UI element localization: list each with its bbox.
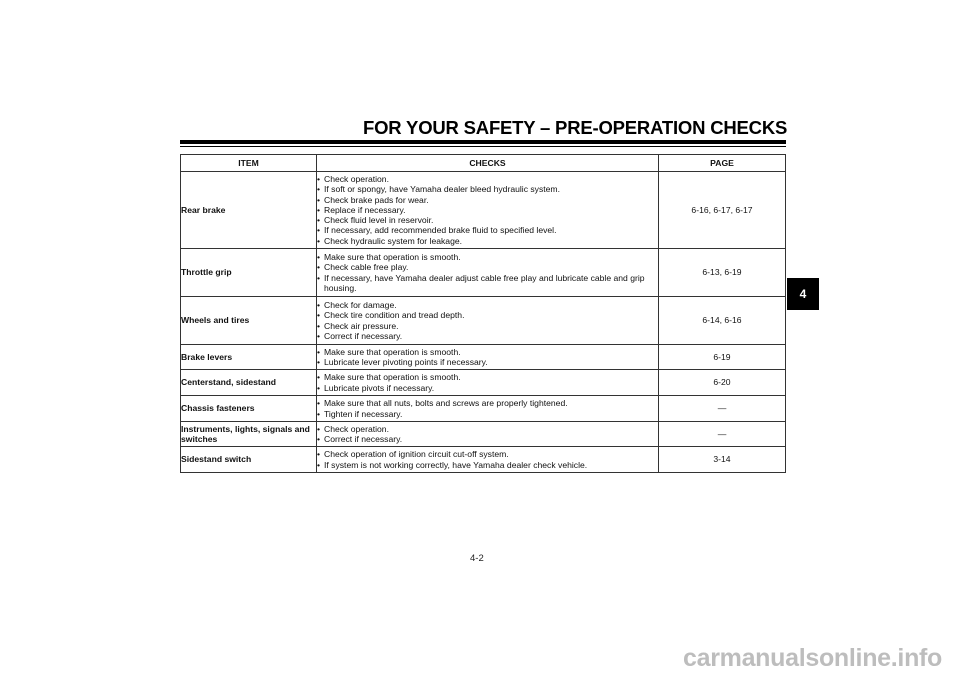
row-item: Throttle grip [181, 249, 317, 297]
check-item: • Make sure that operation is smooth. [317, 252, 658, 262]
row-item: Chassis fasteners [181, 396, 317, 422]
checks-list [317, 424, 658, 445]
row-checks [317, 172, 659, 249]
checks-list [317, 252, 658, 293]
table-header-row [181, 155, 786, 172]
checks-list [317, 449, 658, 470]
row-page: 6-14, 6-16 [659, 297, 786, 345]
check-item: • Check hydraulic system for leakage. [317, 236, 658, 246]
table-row [181, 345, 786, 370]
row-page: 6-13, 6-19 [659, 249, 786, 297]
chapter-tab [787, 278, 819, 310]
check-item: • Check fluid level in reservoir. [317, 215, 658, 225]
row-checks [317, 345, 659, 370]
table-row [181, 249, 786, 297]
row-page: 6-16, 6-17, 6-17 [659, 172, 786, 249]
column-header-checks: CHECKS [317, 155, 659, 172]
row-item: Brake levers [181, 345, 317, 370]
row-item: Centerstand, sidestand [181, 370, 317, 396]
page-number: 4-2 [470, 553, 484, 564]
row-item: Sidestand switch [181, 447, 317, 473]
row-checks [317, 249, 659, 297]
checks-list [317, 174, 658, 246]
row-page: — [659, 422, 786, 447]
row-page: 6-19 [659, 345, 786, 370]
check-item: • Check cable free play. [317, 262, 658, 272]
check-item: • If necessary, have Yamaha dealer adjust cable free play and lubricate cable and grip housing. [317, 273, 658, 294]
table-row [181, 396, 786, 422]
row-page: — [659, 396, 786, 422]
table-row [181, 370, 786, 396]
check-item: • If necessary, add recommended brake fluid to specified level. [317, 225, 658, 235]
row-checks [317, 422, 659, 447]
row-checks [317, 370, 659, 396]
check-item: • If soft or spongy, have Yamaha dealer bleed hydraulic system. [317, 184, 658, 194]
check-item: • Check operation of ignition circuit cut-off system. [317, 449, 658, 459]
row-item: Rear brake [181, 172, 317, 249]
check-item: • Correct if necessary. [317, 434, 658, 444]
chapter-tab-label: 4 [799, 287, 807, 301]
checks-list [317, 300, 658, 341]
check-item: • Correct if necessary. [317, 331, 658, 341]
column-header-page: PAGE [659, 155, 786, 172]
table-row [181, 172, 786, 249]
table-row [181, 447, 786, 473]
row-item: Wheels and tires [181, 297, 317, 345]
checks-list [317, 347, 658, 368]
page-title: FOR YOUR SAFETY – PRE-OPERATION CHECKS [363, 117, 788, 138]
row-page: 3-14 [659, 447, 786, 473]
check-item: • Lubricate lever pivoting points if necessary. [317, 357, 658, 367]
check-item: • Check operation. [317, 174, 658, 184]
checks-list [317, 372, 658, 393]
check-item: • Check operation. [317, 424, 658, 434]
table-row [181, 297, 786, 345]
checks-list [317, 398, 658, 419]
row-checks [317, 396, 659, 422]
check-item: • Make sure that operation is smooth. [317, 347, 658, 357]
check-item: • Replace if necessary. [317, 205, 658, 215]
title-rule-thick [180, 140, 786, 144]
row-checks [317, 447, 659, 473]
row-checks [317, 297, 659, 345]
check-item: • Lubricate pivots if necessary. [317, 383, 658, 393]
check-item: • Check tire condition and tread depth. [317, 310, 658, 320]
check-item: • Make sure that operation is smooth. [317, 372, 658, 382]
check-item: • If system is not working correctly, have Yamaha dealer check vehicle. [317, 460, 658, 470]
check-item: • Tighten if necessary. [317, 409, 658, 419]
title-rule-thin [180, 146, 786, 147]
check-item: • Make sure that all nuts, bolts and screws are properly tightened. [317, 398, 658, 408]
row-page: 6-20 [659, 370, 786, 396]
check-item: • Check brake pads for wear. [317, 195, 658, 205]
check-item: • Check air pressure. [317, 321, 658, 331]
table-row [181, 422, 786, 447]
column-header-item: ITEM [181, 155, 317, 172]
row-item: Instruments, lights, signals and switches [181, 422, 317, 447]
watermark: carmanualsonline.info [683, 644, 943, 672]
check-item: • Check for damage. [317, 300, 658, 310]
pre-operation-checks-table [180, 154, 786, 473]
